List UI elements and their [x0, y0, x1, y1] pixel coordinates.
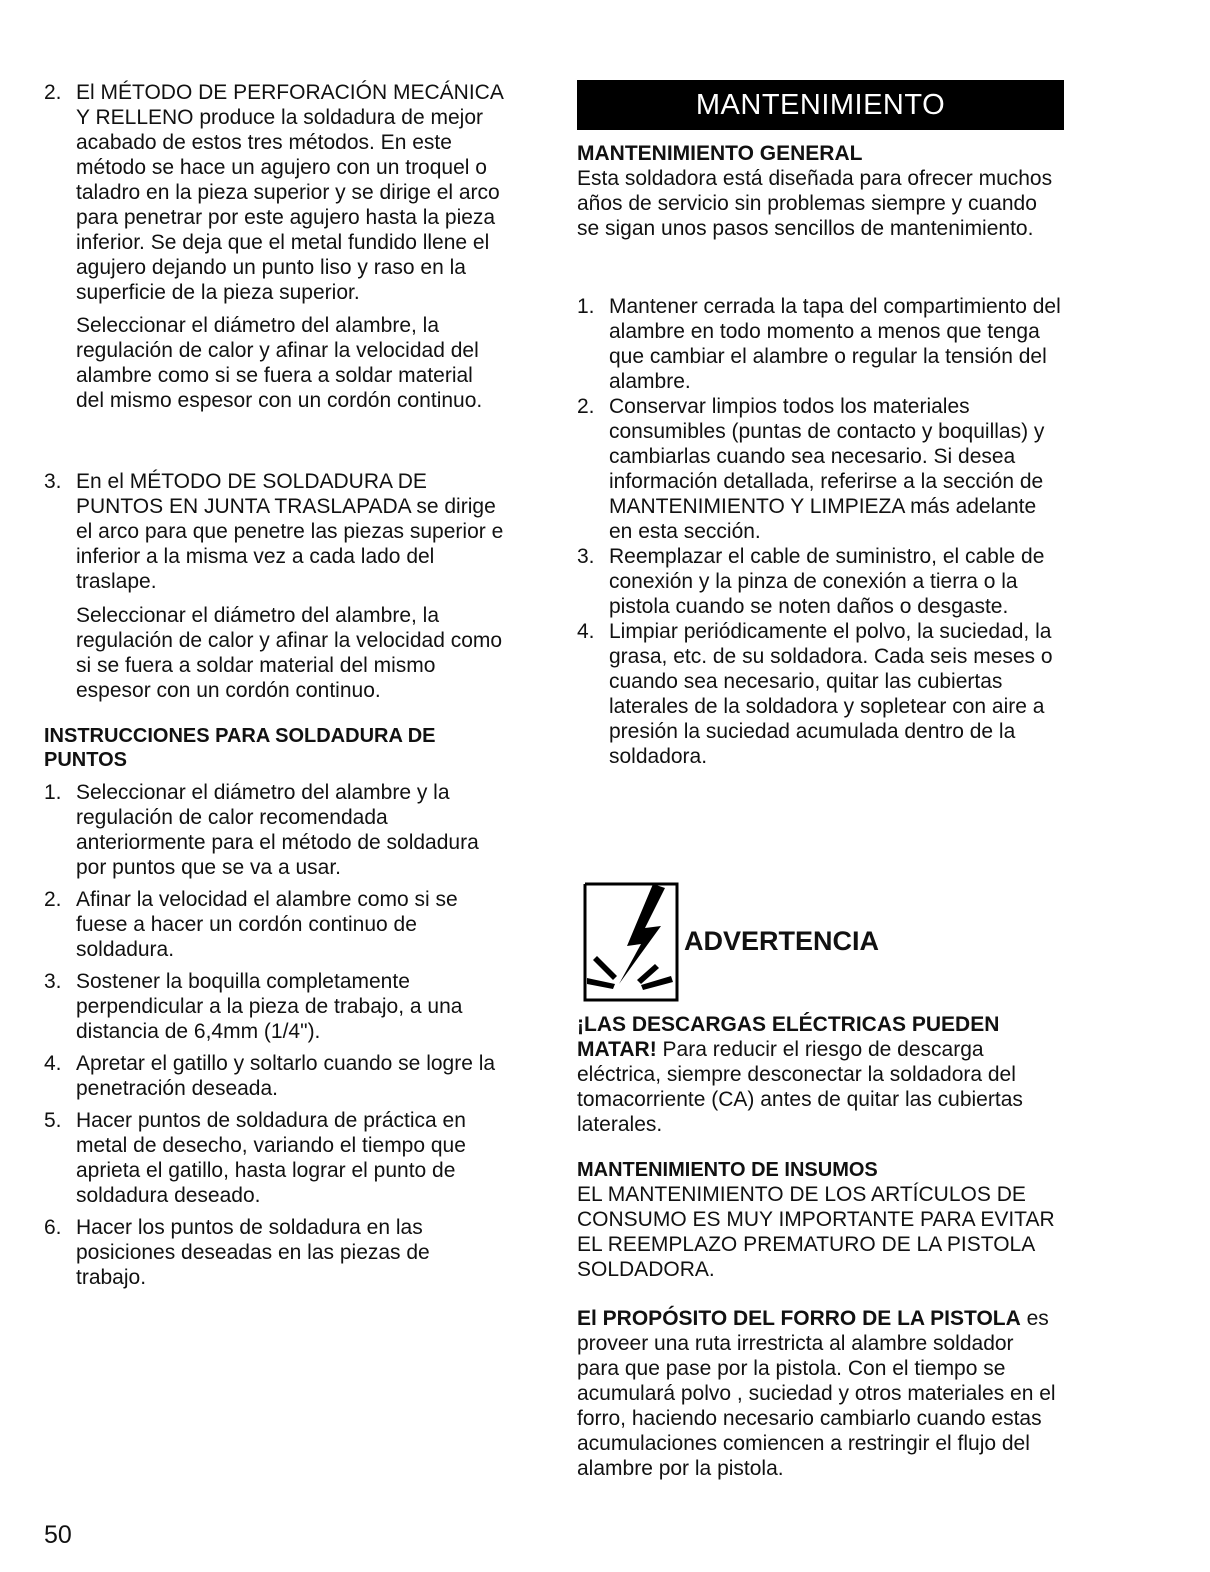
list-item: [577, 294, 1062, 394]
list-item: [577, 544, 1062, 619]
liner-bold: El PROPÓSITO DEL FORRO DE LA PISTOLA: [577, 1307, 1021, 1330]
list-item-text: Reemplazar el cable de suministro, el cable de conexión y la pinza de conexión a tierra o la pistola cuando se noten daños o desgaste.: [609, 545, 1045, 618]
list-item: [577, 394, 1062, 544]
method-3-note: Seleccionar el diámetro del alambre, la regulación de calor y afinar la velocidad como si se fuera a soldar material del mismo espesor con un cordón continuo.: [76, 604, 503, 702]
list-item-text: Afinar la velocidad el alambre como si se fuese a hacer un cordón continuo de soldadura.: [76, 888, 458, 961]
list-item-text: Seleccionar el diámetro del alambre y la regulación de calor recomendada anteriormente para el método de soldadura por puntos que se va a usar.: [76, 781, 479, 879]
list-item: [44, 780, 504, 880]
warning-paragraph: [577, 1012, 1067, 1137]
method-2-note: Seleccionar el diámetro del alambre, la regulación de calor y afinar la velocidad del alambre como si se fuera a soldar material del mismo espesor con un cordón continuo.: [76, 314, 483, 412]
method-2-text: El MÉTODO DE PERFORACIÓN MECÁNICA Y RELLENO produce la soldadura de mejor acabado de estos tres métodos. En este método se hace un agujero con un troquel o taladro en la pieza superior y se dirige el arco para penetrar por este agujero hasta la pieza inferior. Se deja que el metal fundido llene el agujero dejando un punto liso y raso en la superficie de la pieza superior.: [76, 81, 503, 304]
warning-bold: ¡LAS DESCARGAS ELÉCTRICAS PUEDEN MATAR!: [577, 1013, 1000, 1061]
section-banner: MANTENIMIENTO: [577, 80, 1064, 130]
item-number: 1.: [44, 781, 62, 804]
item-number: 3.: [44, 470, 62, 493]
list-item-text: Mantener cerrada la tapa del compartimiento del alambre en todo momento a menos que tenga que cambiar el alambre o regular la tensión del alambre.: [609, 295, 1061, 393]
consumables-section: [577, 1158, 1067, 1282]
liner-section: [577, 1306, 1057, 1481]
item-number: 4.: [44, 1052, 62, 1075]
list-item-text: Conservar limpios todos los materiales consumibles (puntas de contacto y boquillas) y cambiarlas cuando sea necesario. Si desea información detallada, referirse a la sección de MANTENIMIENTO Y LIMPIEZA más adelante en esta sección.: [609, 395, 1045, 543]
liner-text: es proveer una ruta irrestricta al alambre soldador para que pase por la pistola. Con el tiempo se acumulará polvo , suciedad y otros materiales en el forro, haciendo necesario cambiarlo cuando estas acumulaciones comiencen a restringir el flujo del alambre por la pistola.: [577, 1307, 1056, 1480]
method-2: [44, 80, 504, 413]
list-item-text: Sostener la boquilla completamente perpendicular a la pieza de trabajo, a una distancia de 6,4mm (1/4").: [76, 970, 463, 1043]
spot-welding-heading: INSTRUCCIONES PARA SOLDADURA DE PUNTOS: [44, 725, 436, 771]
item-number: 2.: [577, 395, 595, 418]
list-item: [44, 969, 504, 1044]
list-item-text: Hacer los puntos de soldadura en las posiciones deseadas en las piezas de trabajo.: [76, 1216, 430, 1289]
item-number: 6.: [44, 1216, 62, 1239]
list-item: [44, 1215, 504, 1290]
list-item-text: Hacer puntos de soldadura de práctica en metal de desecho, variando el tiempo que aprieta el gatillo, hasta lograr el punto de soldadura deseado.: [76, 1109, 466, 1207]
electric-shock-warning-icon: [583, 880, 679, 1002]
item-number: 2.: [44, 81, 62, 104]
item-number: 3.: [44, 970, 62, 993]
maintenance-list: [577, 294, 1062, 769]
list-item: [577, 619, 1062, 769]
item-number: 4.: [577, 620, 595, 643]
method-3: [44, 469, 504, 703]
consumables-text: EL MANTENIMIENTO DE LOS ARTÍCULOS DE CONSUMO ES MUY IMPORTANTE PARA EVITAR EL REEMPLAZO PREMATURO DE LA PISTOLA SOLDADORA.: [577, 1183, 1055, 1281]
item-number: 3.: [577, 545, 595, 568]
general-maintenance-heading: MANTENIMIENTO GENERAL: [577, 142, 863, 165]
warning-title: ADVERTENCIA: [684, 926, 880, 956]
general-maintenance-text: Esta soldadora está diseñada para ofrecer muchos años de servicio sin problemas siempre y cuando se sigan unos pasos sencillos de mantenimiento.: [577, 167, 1053, 240]
warning-text: Para reducir el riesgo de descarga eléctrica, siempre desconectar la soldadora del tomacorriente (CA) antes de quitar las cubiertas laterales.: [577, 1038, 1023, 1136]
list-item: [44, 1108, 504, 1208]
item-number: 2.: [44, 888, 62, 911]
list-item: [44, 887, 504, 962]
list-item-text: Limpiar periódicamente el polvo, la suciedad, la grasa, etc. de su soldadora. Cada seis meses o cuando sea necesario, quitar las cubiertas laterales de la soldadora y sopletear con aire a presión la suciedad acumulada dentro de la soldadora.: [609, 620, 1053, 768]
item-number: 5.: [44, 1109, 62, 1132]
item-number: 1.: [577, 295, 595, 318]
list-item: [44, 1051, 504, 1101]
consumables-heading: MANTENIMIENTO DE INSUMOS: [577, 1159, 878, 1181]
page-number: 50: [44, 1521, 72, 1549]
spot-instructions-list: [44, 780, 504, 1290]
method-3-text: En el MÉTODO DE SOLDADURA DE PUNTOS EN JUNTA TRASLAPADA se dirige el arco para que penetre las piezas superior e inferior a la misma vez a cada lado del traslape.: [76, 470, 504, 593]
list-item-text: Apretar el gatillo y soltarlo cuando se logre la penetración deseada.: [76, 1052, 496, 1100]
